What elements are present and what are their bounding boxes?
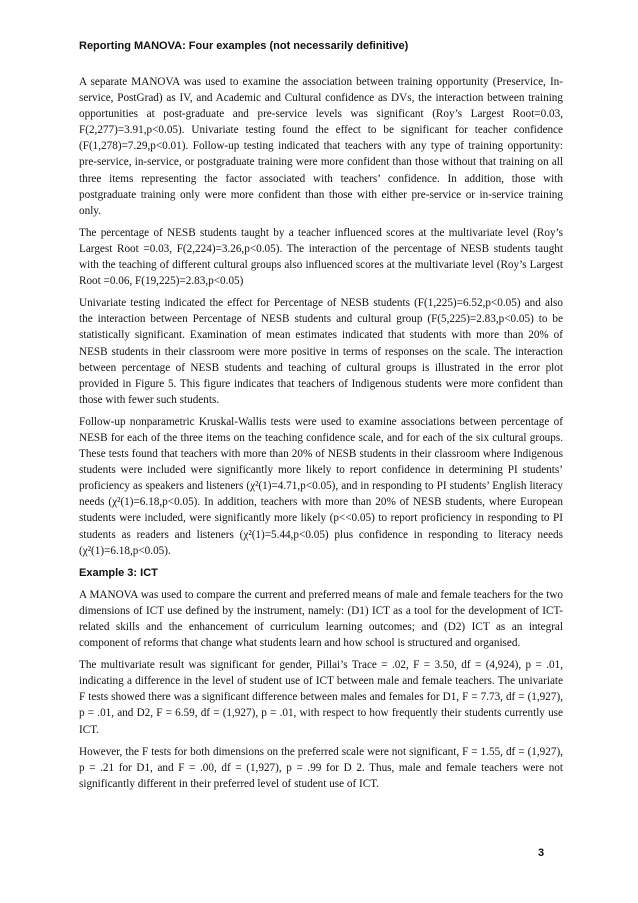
paragraph-training-opportunity: A separate MANOVA was used to examine the association between training opportunity (Preservice, In-service, PostGrad) as IV, and Academic and Cultural confidence as DVs, the interaction between training opportunities at post-graduate and pre-service levels was significant (Roy’s Largest Root=0.03, F(2,277)=3.91,p<0.05). Univariate testing found the effect to be significant for teacher confidence (F(1,278)=7.29,p<0.01). Follow-up testing indicated that teachers with any type of training opportunity: pre-service, in-service, or postgraduate training were more confident than those without that training on all three items representing the factor associated with teachers’ confidence. In addition, those with postgraduate training only were more confident than those with either pre-service or in-service training only. — [79, 76, 563, 217]
paragraph-univariate-testing: Univariate testing indicated the effect for Percentage of NESB students (F(1,225)=6.52,p<0.05) and also the interaction between Percentage of NESB students and cultural group (F(5,225)=2.83,p<0.05) to be statistically significant. Examination of mean estimates indicated that students with more than 20% of NESB students in their classroom were more positive in terms of responses on the scale. The interaction between percentage of NESB students and teaching of cultural groups is illustrated in the error plot provided in Figure 5. This figure indicates that teachers of Indigenous students were more confident than those with fewer such students. — [79, 297, 563, 406]
paragraph-preferred-scale: However, the F tests for both dimensions on the preferred scale were not significant, F = 1.55, df = (1,927), p = .21 for D1, and F = .00, df = (1,927), p = .99 for D 2. Thus, male and female teachers were not significantly different in their preferred level of student use of ICT. — [79, 745, 563, 790]
page-number: 3 — [538, 847, 545, 859]
running-header: Reporting MANOVA: Four examples (not necessarily definitive) — [79, 40, 409, 52]
paragraph-kruskal-wallis: Follow-up nonparametric Kruskal-Wallis tests were used to examine associations between percentage of NESB for each of the three items on the teaching confidence scale, and for each of the six cultural groups. These tests found that teachers with more than 20% of NESB students in their classroom where Indigenous students were included were significantly more likely to report confidence in determining PI students’ proficiency as speakers and listeners (χ²(1)=4.71,p<0.05), and in responding to PI students’ English literacy needs (χ²(1)=6.18,p<0.05). In addition, teachers with more than 20% of NESB students, where European students were included, were significantly more likely (p<<0.05) to report proficiency in responding to PI students as readers and listeners (χ²(1)=5.44,p<0.05) plus confidence in responding to literacy needs (χ²(1)=6.18,p<0.05). — [79, 415, 563, 557]
paragraph-nesb-multivariate: The percentage of NESB students taught by a teacher influenced scores at the multivariate level (Roy’s Largest Root =0.03, F(2,224)=3.26,p<0.05). The interaction of the percentage of NESB students taught with the teaching of different cultural groups also influenced scores at the multivariate level (Roy’s Largest Root =0.06, F(19,225)=2.83,p<0.05) — [79, 226, 563, 288]
paragraph-manova-ict: A MANOVA was used to compare the current and preferred means of male and female teachers for the two dimensions of ICT use defined by the instrument, namely: (D1) ICT as a tool for the development of ICT-related skills and the enhancement of curriculum learning outcomes; and (D2) ICT as an integral component of reforms that change what students learn and how school is structured and organised. — [79, 588, 563, 650]
paragraph-multivariate-gender: The multivariate result was significant for gender, Pillai’s Trace = .02, F = 3.50, df = (4,924), p = .01, indicating a difference in the level of student use of ICT between male and female teachers. The univariate F tests showed there was a significant difference between males and females for D1, F = 7.73, df = (1,927), p = .01, and D2, F = 6.59, df = (1,927), p = .01, with respect to how frequently their students currently use ICT. — [79, 659, 563, 736]
document-body — [79, 74, 563, 798]
section-heading-example-3: Example 3: ICT — [79, 566, 158, 579]
